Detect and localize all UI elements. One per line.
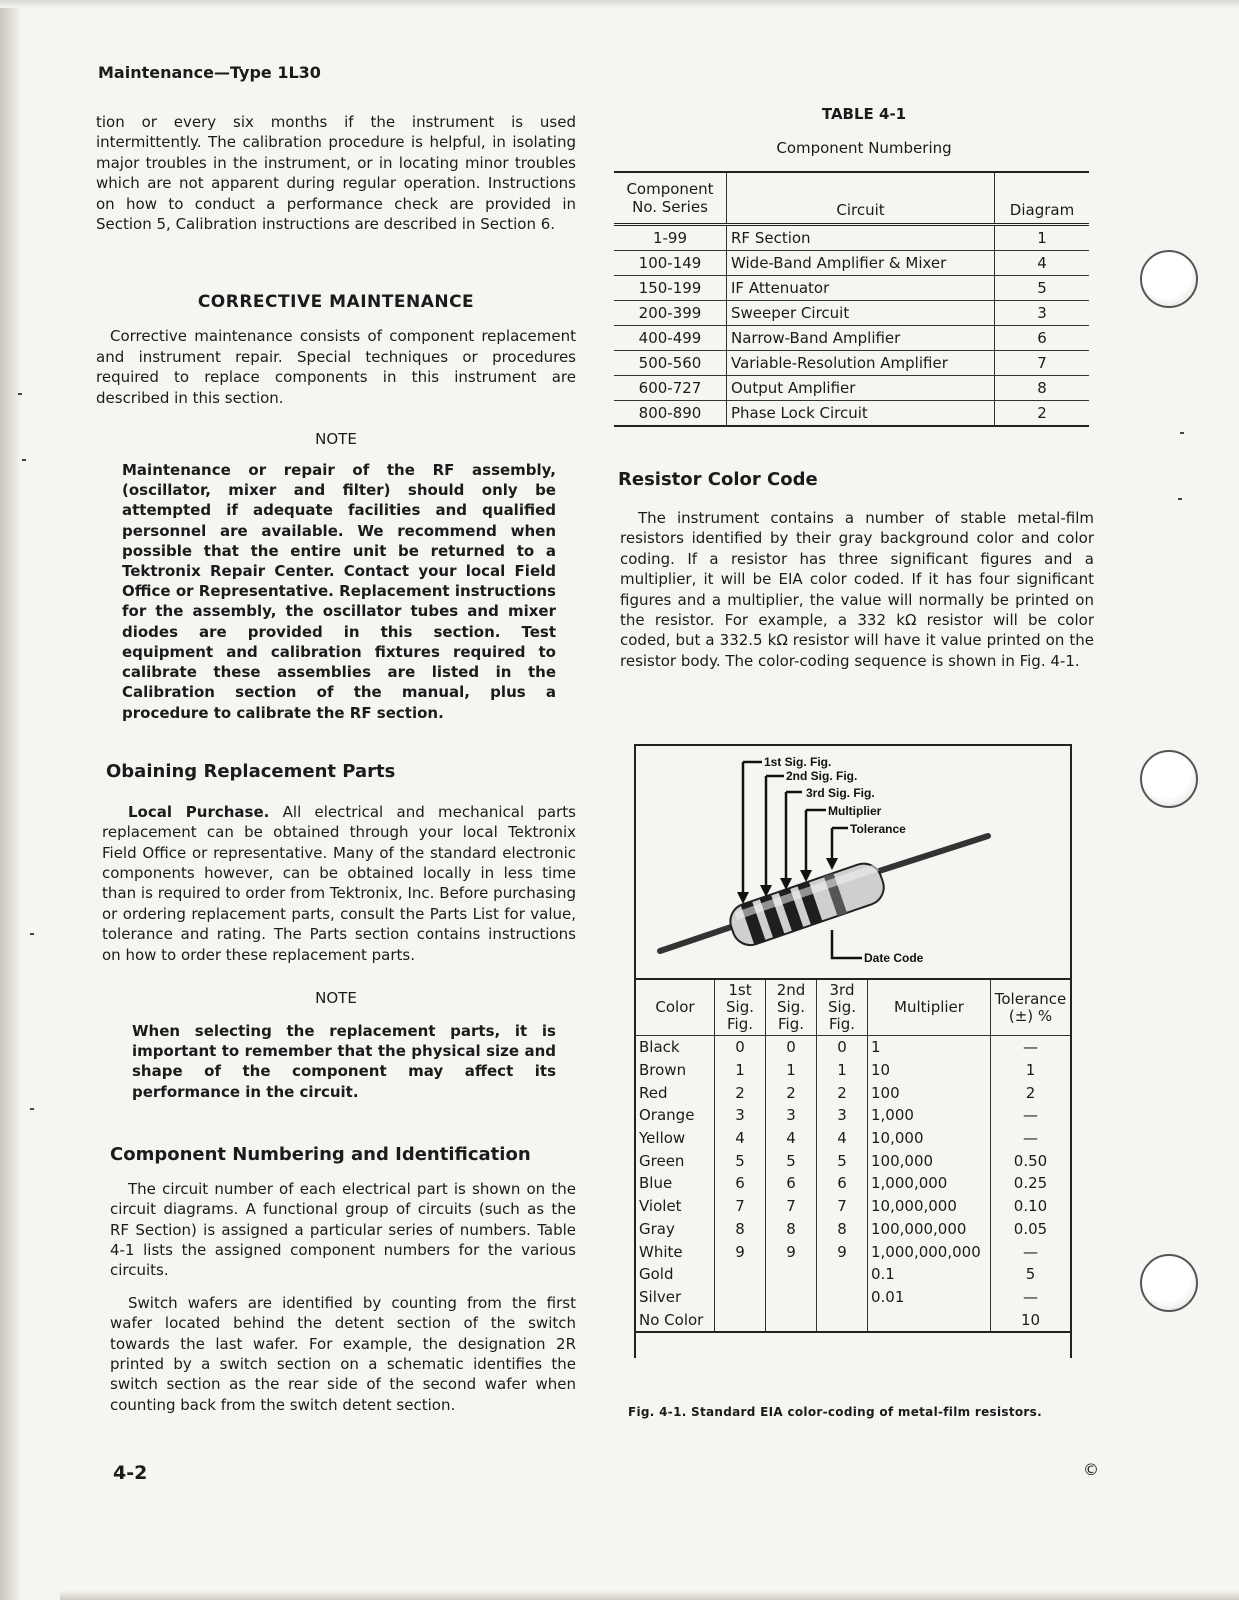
circuit-cell: Narrow-Band Amplifier bbox=[727, 326, 995, 351]
second-fig-cell: 7 bbox=[766, 1195, 817, 1218]
circuit-cell: RF Section bbox=[727, 225, 995, 251]
diagram-cell: 2 bbox=[995, 401, 1090, 427]
color-cell: Gold bbox=[639, 1265, 674, 1284]
table-row bbox=[636, 1240, 1070, 1263]
column-header: 2nd Sig. Fig. bbox=[766, 979, 817, 1036]
circuit-cell: Sweeper Circuit bbox=[727, 301, 995, 326]
circuit-cell: Phase Lock Circuit bbox=[727, 401, 995, 427]
corrective-maintenance-heading: CORRECTIVE MAINTENANCE bbox=[197, 292, 475, 313]
first-fig-cell: 4 bbox=[715, 1127, 766, 1150]
third-fig-cell bbox=[817, 1308, 868, 1332]
table-row bbox=[636, 1149, 1070, 1172]
diagram-cell: 8 bbox=[995, 376, 1090, 401]
second-fig-cell: 4 bbox=[766, 1127, 817, 1150]
series-cell: 1-99 bbox=[614, 225, 727, 251]
table-row bbox=[636, 1195, 1070, 1218]
first-fig-cell bbox=[715, 1286, 766, 1309]
multiplier-cell: 10,000,000 bbox=[868, 1195, 991, 1218]
multiplier-cell: 100 bbox=[868, 1081, 991, 1104]
multiplier-cell: 1,000 bbox=[868, 1104, 991, 1127]
second-fig-cell: 8 bbox=[766, 1218, 817, 1241]
multiplier-cell: 0.01 bbox=[868, 1286, 991, 1309]
series-cell: 600-727 bbox=[614, 376, 727, 401]
punch-hole bbox=[1140, 1254, 1198, 1312]
first-fig-cell bbox=[715, 1308, 766, 1332]
tolerance-cell: 0.05 bbox=[991, 1218, 1071, 1241]
component-numbering-heading: Component Numbering and Identification bbox=[110, 1143, 531, 1165]
circuit-cell: Variable-Resolution Amplifier bbox=[727, 351, 995, 376]
color-cell: White bbox=[639, 1242, 683, 1261]
first-fig-cell: 0 bbox=[715, 1036, 766, 1059]
table-row bbox=[636, 1036, 1070, 1059]
local-purchase-text: All electrical and mechanical parts replacement can be obtained through your local Tektronix Field Office or representative. Many of the standard electronic components however, can be obtained locally in less time than is required to order from Tektronix, Inc. Before purchasing or ordering replacement parts, consult the Parts List for value, tolerance and rating. The Parts section contains instructions on how to order these replacement parts. bbox=[102, 802, 576, 964]
second-fig-cell: 5 bbox=[766, 1149, 817, 1172]
numbering-paragraph: The circuit number of each electrical part is shown on the circuit diagrams. A functional group of circuits (such as the RF Section) is assigned a particular series of numbers. Table 4-1 lists the assigned component numbers for the various circuits. bbox=[110, 1179, 576, 1280]
binder-mark bbox=[1180, 432, 1184, 434]
tolerance-cell: 0.10 bbox=[991, 1195, 1071, 1218]
first-fig-cell: 1 bbox=[715, 1059, 766, 1082]
table-row bbox=[614, 225, 1089, 251]
first-fig-cell: 5 bbox=[715, 1149, 766, 1172]
color-cell: Yellow bbox=[639, 1129, 686, 1148]
column-header: Multiplier bbox=[868, 979, 991, 1036]
diagram-cell: 5 bbox=[995, 276, 1090, 301]
right-column bbox=[614, 105, 1114, 671]
color-cell: Red bbox=[639, 1083, 668, 1102]
column-header: 3rd Sig. Fig. bbox=[817, 979, 868, 1036]
first-fig-cell: 2 bbox=[715, 1081, 766, 1104]
resistor-lead bbox=[660, 924, 740, 951]
first-fig-cell: 3 bbox=[715, 1104, 766, 1127]
first-fig-cell: 7 bbox=[715, 1195, 766, 1218]
multiplier-cell: 1,000,000,000 bbox=[868, 1240, 991, 1263]
color-cell: Orange bbox=[639, 1106, 695, 1125]
third-fig-cell: 7 bbox=[817, 1195, 868, 1218]
circuit-cell: IF Attenuator bbox=[727, 276, 995, 301]
third-fig-cell: 8 bbox=[817, 1218, 868, 1241]
second-fig-cell: 3 bbox=[766, 1104, 817, 1127]
multiplier-cell: 1 bbox=[868, 1036, 991, 1059]
note-label: NOTE bbox=[315, 988, 357, 1007]
third-fig-cell: 4 bbox=[817, 1127, 868, 1150]
series-cell: 150-199 bbox=[614, 276, 727, 301]
diagram-cell: 1 bbox=[995, 225, 1090, 251]
second-fig-cell: 1 bbox=[766, 1059, 817, 1082]
punch-hole bbox=[1140, 250, 1198, 308]
multiplier-cell bbox=[868, 1308, 991, 1332]
table-row bbox=[636, 1104, 1070, 1127]
label-multiplier: Multiplier bbox=[828, 804, 882, 818]
table-row bbox=[636, 1081, 1070, 1104]
color-cell: Black bbox=[639, 1038, 680, 1057]
binder-mark bbox=[1178, 498, 1182, 500]
second-fig-cell: 6 bbox=[766, 1172, 817, 1195]
series-cell: 100-149 bbox=[614, 251, 727, 276]
multiplier-cell: 100,000,000 bbox=[868, 1218, 991, 1241]
figure-caption: Fig. 4-1. Standard EIA color-coding of metal-film resistors. bbox=[628, 1405, 1042, 1419]
series-cell: 400-499 bbox=[614, 326, 727, 351]
second-fig-cell: 9 bbox=[766, 1240, 817, 1263]
tolerance-cell: 1 bbox=[991, 1059, 1071, 1082]
second-fig-cell: 2 bbox=[766, 1081, 817, 1104]
second-fig-cell bbox=[766, 1308, 817, 1332]
note-text: Maintenance or repair of the RF assembly, (oscillator, mixer and filter) should only be attempted if adequate facilities and qualified personnel are available. We recommend when possible that the entire unit be returned to a Tektronix Repair Center. Contact your local Field Office or Representative. Replacement instructions for the assembly, the oscillator tubes and mixer diodes are provided in this section. Test equipment and calibration fixtures required to calibrate these assemblies are listed in the Calibration section of the manual, plus a procedure to calibrate the RF section. bbox=[122, 461, 556, 722]
figure-4-1 bbox=[634, 744, 1072, 1358]
tolerance-cell: — bbox=[991, 1104, 1071, 1127]
multiplier-cell: 10 bbox=[868, 1059, 991, 1082]
second-fig-cell bbox=[766, 1263, 817, 1286]
tolerance-cell: — bbox=[991, 1286, 1071, 1309]
label-first-sig-fig: 1st Sig. Fig. bbox=[764, 755, 832, 769]
note-text: When selecting the replacement parts, it is important to remember that the physical size and shape of the component may affect its performance in the circuit. bbox=[132, 1021, 556, 1101]
resistor-paragraph: The instrument contains a number of stable metal-film resistors identified by their gray background color and color coding. If a resistor has three significant figures and a multiplier, it will be EIA color coded. If it has four significant figures and a multiplier, the value will normally be printed on the resistor. For example, a 332 kΩ resistor will be color coded, but a 332.5 kΩ resistor will have it value printed on the resistor body. The color-coding sequence is shown in Fig. 4-1. bbox=[620, 509, 1094, 670]
binder-mark bbox=[22, 459, 26, 461]
column-header: Color bbox=[636, 979, 715, 1036]
second-fig-cell bbox=[766, 1286, 817, 1309]
table-row bbox=[636, 1286, 1070, 1309]
tolerance-cell: — bbox=[991, 1127, 1071, 1150]
tolerance-cell: 0.25 bbox=[991, 1172, 1071, 1195]
table-row bbox=[614, 401, 1089, 427]
table-row bbox=[636, 1127, 1070, 1150]
table-row bbox=[614, 351, 1089, 376]
switch-paragraph: Switch wafers are identified by counting from the first wafer located behind the detent section of the switch towards the last wafer. For example, the designation 2R printed by a switch section on a schematic identifies the switch section as the rear side of the second wafer when counting back from the switch detent section. bbox=[110, 1293, 576, 1414]
binder-mark bbox=[30, 1108, 34, 1110]
third-fig-cell: 6 bbox=[817, 1172, 868, 1195]
table-row bbox=[636, 1263, 1070, 1286]
circuit-cell: Wide-Band Amplifier & Mixer bbox=[727, 251, 995, 276]
first-fig-cell: 9 bbox=[715, 1240, 766, 1263]
table-row bbox=[636, 1059, 1070, 1082]
intro-paragraph: tion or every six months if the instrument is used intermittently. The calibration procedure is helpful, in isolating major troubles in the instrument, or in locating minor troubles which are not apparent during regular operation. Instructions on how to conduct a performance check are provided in Section 5, Calibration instructions are described in Section 6. bbox=[96, 113, 576, 234]
binder-mark bbox=[18, 393, 22, 395]
multiplier-cell: 0.1 bbox=[868, 1263, 991, 1286]
first-fig-cell bbox=[715, 1263, 766, 1286]
multiplier-cell: 1,000,000 bbox=[868, 1172, 991, 1195]
series-cell: 200-399 bbox=[614, 301, 727, 326]
label-tolerance: Tolerance bbox=[850, 822, 906, 836]
tolerance-cell: 5 bbox=[991, 1263, 1071, 1286]
color-cell: Violet bbox=[639, 1197, 682, 1216]
label-third-sig-fig: 3rd Sig. Fig. bbox=[806, 786, 875, 800]
first-fig-cell: 8 bbox=[715, 1218, 766, 1241]
third-fig-cell: 2 bbox=[817, 1081, 868, 1104]
multiplier-cell: 100,000 bbox=[868, 1149, 991, 1172]
table-caption: TABLE 4-1 bbox=[821, 105, 907, 123]
third-fig-cell: 0 bbox=[817, 1036, 868, 1059]
component-numbering-table bbox=[614, 171, 1089, 427]
table-row bbox=[614, 301, 1089, 326]
tolerance-cell: — bbox=[991, 1036, 1071, 1059]
table-subtitle: Component Numbering bbox=[776, 139, 952, 157]
page-bottom-edge bbox=[60, 1590, 1239, 1600]
table-row bbox=[614, 276, 1089, 301]
page-top-edge bbox=[0, 0, 1239, 8]
local-purchase-paragraph bbox=[102, 802, 576, 965]
resistor-illustration bbox=[636, 746, 1070, 978]
diagram-cell: 6 bbox=[995, 326, 1090, 351]
first-fig-cell: 6 bbox=[715, 1172, 766, 1195]
color-cell: Brown bbox=[639, 1061, 687, 1080]
tolerance-cell: 0.50 bbox=[991, 1149, 1071, 1172]
tolerance-cell: 10 bbox=[991, 1308, 1071, 1332]
running-header: Maintenance—Type 1L30 bbox=[98, 63, 321, 82]
third-fig-cell: 3 bbox=[817, 1104, 868, 1127]
resistor-color-code-heading: Resistor Color Code bbox=[618, 469, 818, 490]
column-header: 1st Sig. Fig. bbox=[715, 979, 766, 1036]
third-fig-cell: 1 bbox=[817, 1059, 868, 1082]
color-cell: Gray bbox=[639, 1219, 675, 1238]
label-second-sig-fig: 2nd Sig. Fig. bbox=[786, 769, 858, 783]
copyright-mark: © bbox=[1083, 1460, 1099, 1479]
color-cell: Blue bbox=[639, 1174, 673, 1193]
column-header: Diagram bbox=[995, 172, 1090, 225]
page-number: 4-2 bbox=[113, 1462, 148, 1484]
page-left-edge bbox=[0, 0, 22, 1600]
multiplier-cell: 10,000 bbox=[868, 1127, 991, 1150]
tolerance-cell: 2 bbox=[991, 1081, 1071, 1104]
table-row bbox=[614, 376, 1089, 401]
replacement-parts-heading: Obaining Replacement Parts bbox=[106, 760, 396, 782]
punch-hole bbox=[1140, 750, 1198, 808]
series-cell: 800-890 bbox=[614, 401, 727, 427]
diagram-cell: 7 bbox=[995, 351, 1090, 376]
table-row bbox=[636, 1218, 1070, 1241]
note-label: NOTE bbox=[315, 430, 357, 449]
color-cell: Silver bbox=[639, 1287, 682, 1306]
corrective-paragraph: Corrective maintenance consists of component replacement and instrument repair. Special techniques or procedures required to replace components in this instrument are described in this section. bbox=[96, 327, 576, 407]
second-fig-cell: 0 bbox=[766, 1036, 817, 1059]
tolerance-cell: — bbox=[991, 1240, 1071, 1263]
resistor-lead bbox=[876, 836, 988, 872]
color-code-table bbox=[636, 978, 1070, 1333]
table-row bbox=[614, 326, 1089, 351]
third-fig-cell bbox=[817, 1263, 868, 1286]
table-row bbox=[636, 1308, 1070, 1332]
series-cell: 500-560 bbox=[614, 351, 727, 376]
column-header: Circuit bbox=[727, 172, 995, 225]
third-fig-cell: 9 bbox=[817, 1240, 868, 1263]
column-header: Tolerance (±) % bbox=[991, 979, 1071, 1036]
table-row bbox=[614, 251, 1089, 276]
column-header: Component No. Series bbox=[614, 172, 727, 225]
diagram-cell: 3 bbox=[995, 301, 1090, 326]
color-cell: Green bbox=[639, 1151, 685, 1170]
third-fig-cell bbox=[817, 1286, 868, 1309]
label-date-code: Date Code bbox=[864, 951, 924, 965]
circuit-cell: Output Amplifier bbox=[727, 376, 995, 401]
table-row bbox=[636, 1172, 1070, 1195]
diagram-cell: 4 bbox=[995, 251, 1090, 276]
binder-mark bbox=[30, 933, 34, 935]
left-column bbox=[96, 112, 576, 1415]
local-purchase-runin: Local Purchase. bbox=[128, 802, 270, 821]
third-fig-cell: 5 bbox=[817, 1149, 868, 1172]
color-cell: No Color bbox=[636, 1308, 715, 1332]
